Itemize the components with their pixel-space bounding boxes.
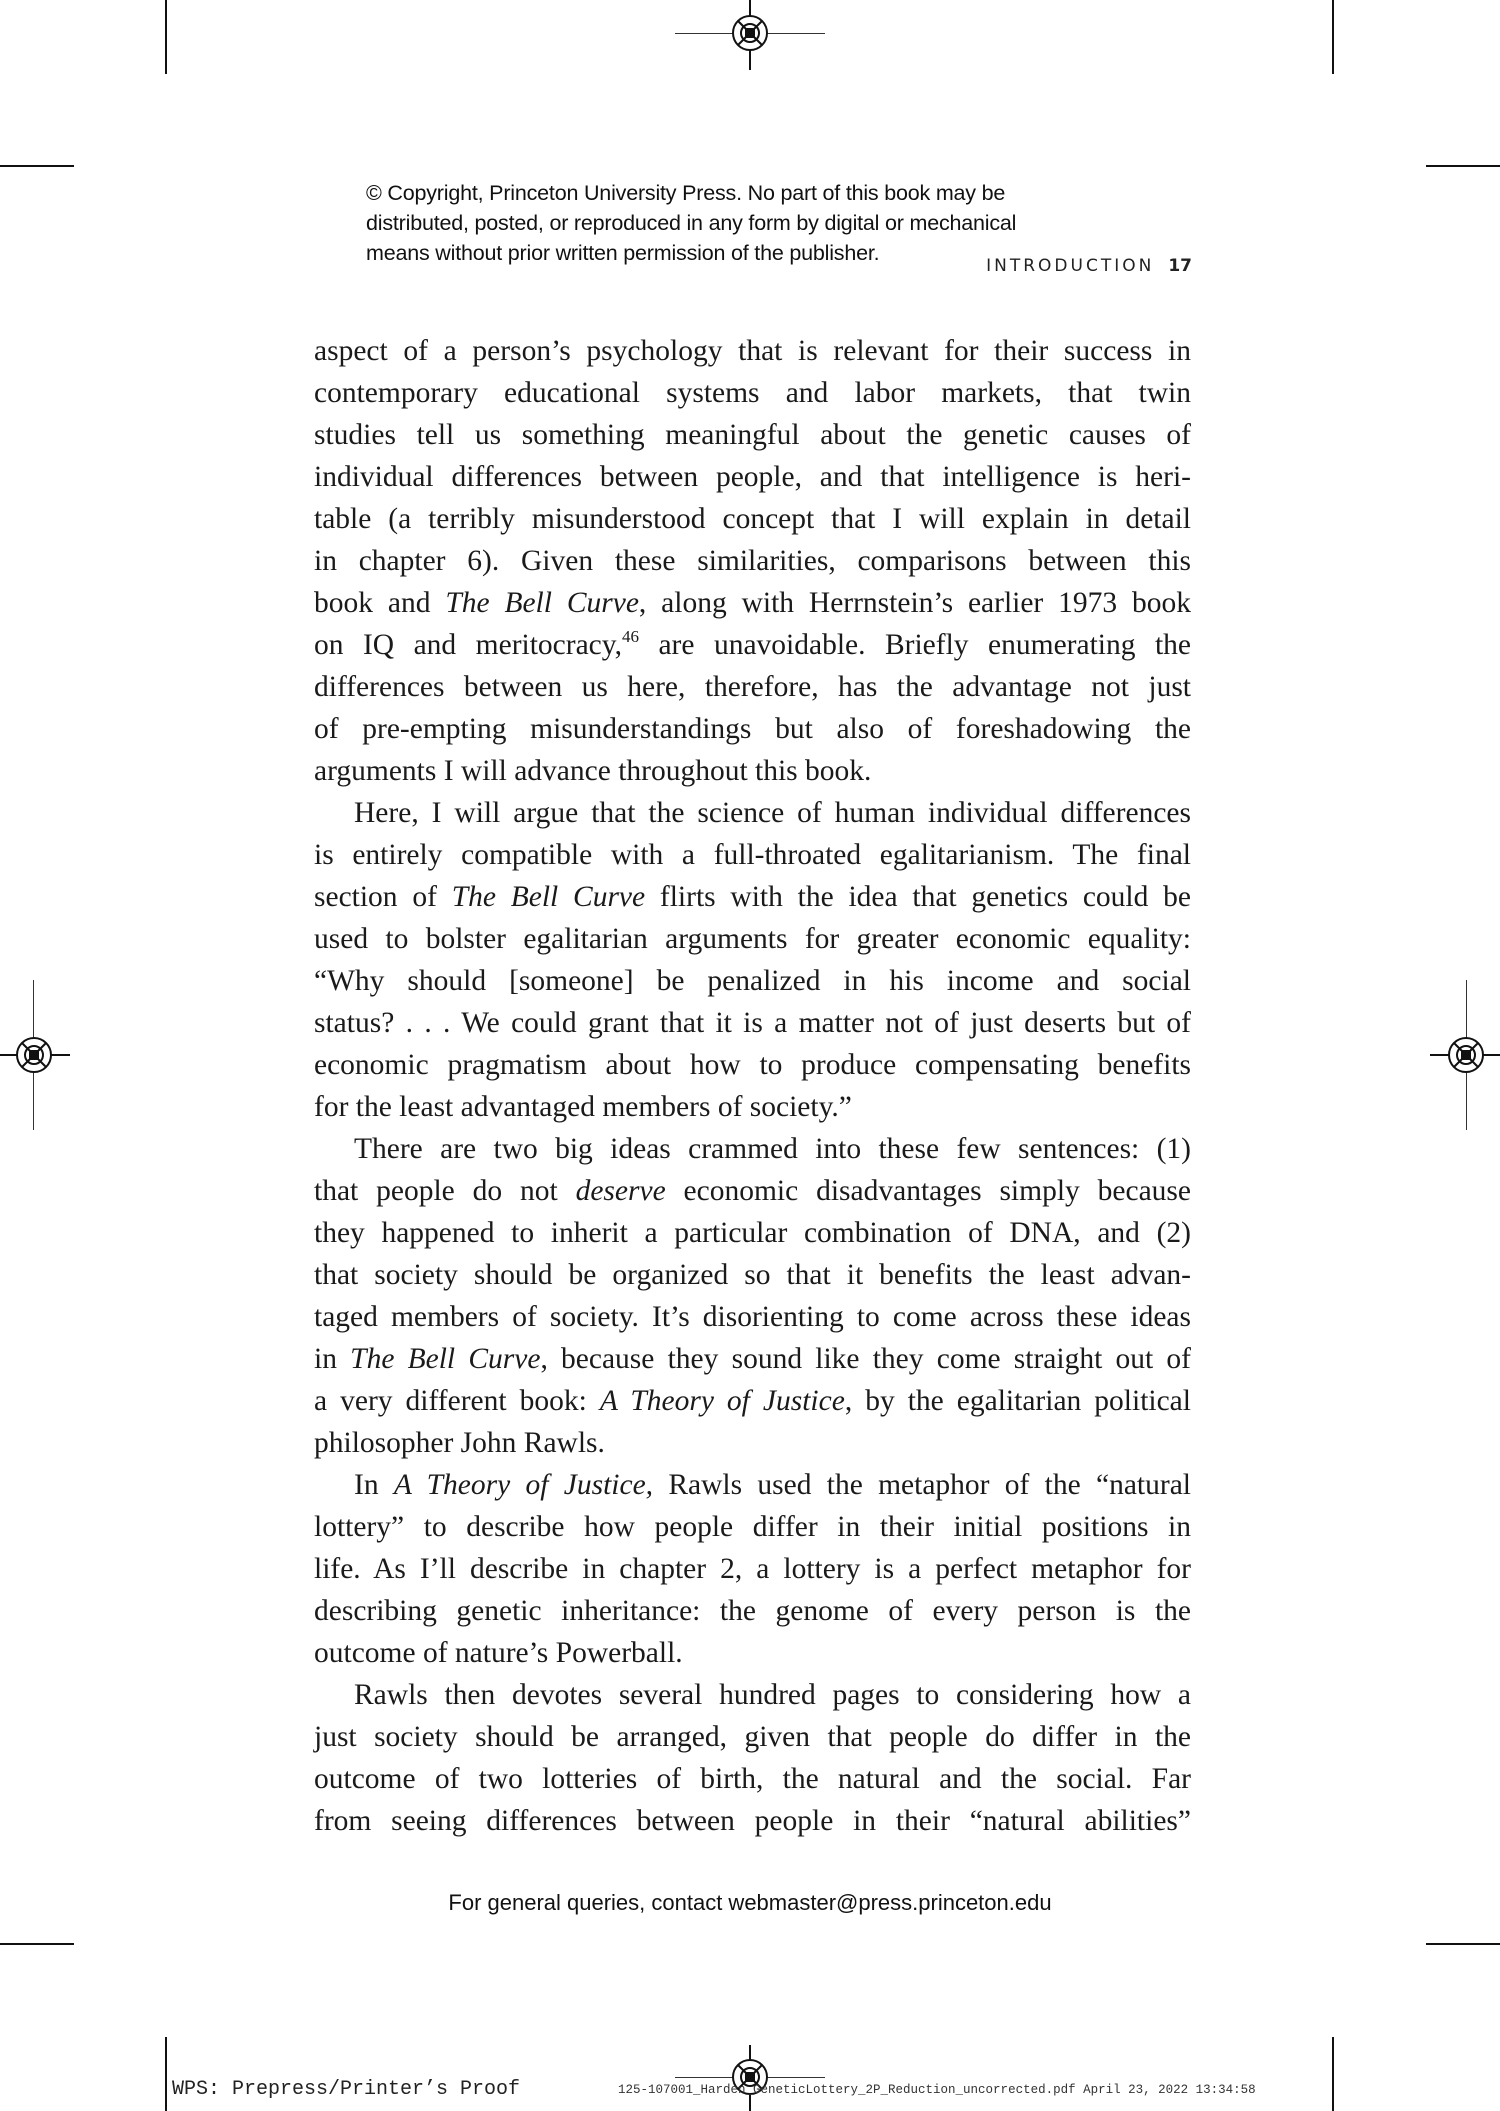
text-line: is entirely compatible with a full-throated egalitarianism. The final [314,839,1191,871]
text-line: differences between us here, therefore, has the advantage not just [314,671,1191,703]
crop-mark-top-right-horizontal [1426,165,1500,167]
text-line [314,582,1191,624]
text-line: Here, I will argue that the science of human individual differences [354,797,1191,829]
text-line: that society should be organized so that it benefits the least advan- [314,1259,1191,1291]
paragraph [314,330,1191,792]
crop-mark-top-left-vertical [165,0,167,74]
text-segment: in [314,1343,351,1375]
text-segment: flirts with the idea that genetics could be [645,881,1191,913]
text-line: status? . . . We could grant that it is a matter not of just deserts but of [314,1007,1191,1039]
crop-mark-bottom-left-vertical [165,2037,167,2111]
text-segment: are unavoidable. Briefly enumerating the [638,629,1191,661]
running-head [986,256,1192,276]
text-line: outcome of two lotteries of birth, the natural and the social. Far [314,1763,1191,1795]
text-line: from seeing differences between people in their “natural abilities” [314,1805,1191,1837]
paragraph [314,1674,1191,1842]
text-line: There are two big ideas crammed into these few sentences: (1) [354,1133,1191,1165]
text-line: taged members of society. It’s disorienting to come across these ideas [314,1301,1191,1333]
crop-mark-top-right-vertical [1332,0,1334,74]
page-number: 17 [1168,256,1192,276]
text-segment: economic disadvantages simply because [665,1175,1191,1207]
crop-mark-bottom-right-horizontal [1426,1943,1500,1945]
crosshair-target-icon [1446,1035,1486,1075]
text-line [314,1338,1191,1380]
contact-notice: For general queries, contact webmaster@press.princeton.edu [448,1890,1052,1915]
copyright-line: © Copyright, Princeton University Press. No part of this book may be [366,181,1006,205]
text-line: for the least advantaged members of society.” [314,1091,852,1123]
paragraph [314,1128,1191,1464]
text-line: lottery” to describe how people differ in their initial positions in [314,1511,1191,1543]
footnote-reference[interactable]: 46 [621,627,639,646]
copyright-line: distributed, posted, or reproduced in any form by digital or mechanical [366,211,1017,235]
text-segment: a very different book: [314,1385,600,1417]
text-line [314,624,1191,666]
body-text [314,330,1191,1842]
paragraph [314,1464,1191,1674]
text-segment: book and [314,587,446,619]
crop-mark-top-left-horizontal [0,165,74,167]
text-line: in chapter 6). Given these similarities, comparisons between this [314,545,1191,577]
book-title: The Bell Curve [451,881,646,913]
text-segment: , by the egalitarian political [844,1385,1191,1417]
proof-file-info: 125-107001_Harden_GeneticLottery_2P_Reduction_uncorrected.pdf April 23, 2022 13:34:58 [618,2083,1256,2097]
book-title: The Bell Curve [350,1343,541,1375]
copyright-line: means without prior written permission of the publisher. [366,241,880,265]
text-line: Rawls then devotes several hundred pages to considering how a [354,1679,1191,1711]
text-line: they happened to inherit a particular combination of DNA, and (2) [314,1217,1191,1249]
text-line [314,1464,1191,1506]
running-head-title: INTRODUCTION [986,256,1155,276]
crop-mark-bottom-left-horizontal [0,1943,74,1945]
text-line: “Why should [someone] be penalized in his income and social [314,965,1191,997]
crop-mark-bottom-right-vertical [1332,2037,1334,2111]
emphasis: deserve [575,1175,666,1207]
text-line [314,1380,1191,1422]
text-line: aspect of a person’s psychology that is relevant for their success in [314,335,1191,367]
text-line: table (a terribly misunderstood concept that I will explain in detail [314,503,1191,535]
text-line: life. As I’ll describe in chapter 2, a lottery is a perfect metaphor for [314,1553,1191,1585]
text-segment: on IQ and meritocracy, [314,629,622,661]
text-segment: , along with Herrnstein’s earlier 1973 book [638,587,1191,619]
text-segment: In [354,1469,394,1501]
text-line: economic pragmatism about how to produce compensating benefits [314,1049,1191,1081]
text-line: individual differences between people, and that intelligence is heri- [314,461,1191,493]
text-line: studies tell us something meaningful about the genetic causes of [314,419,1191,451]
text-line: just society should be arranged, given that people do differ in the [314,1721,1191,1753]
text-line: arguments I will advance throughout this book. [314,755,872,787]
text-line [314,876,1191,918]
crosshair-target-icon [730,13,770,53]
text-line: used to bolster egalitarian arguments for greater economic equality: [314,923,1191,955]
book-title: A Theory of Justice [599,1385,845,1417]
text-line: of pre-empting misunderstandings but also of foreshadowing the [314,713,1191,745]
text-segment: Rawls used the metaphor of the “natural [653,1469,1191,1501]
copyright-notice [366,178,1166,268]
paragraph [314,792,1191,1128]
text-segment: section of [314,881,452,913]
proof-slug-label: WPS: Prepress/Printer’s Proof [172,2078,521,2101]
crosshair-target-icon [14,1035,54,1075]
book-title: The Bell Curve [445,587,639,619]
text-line: contemporary educational systems and labor markets, that twin [314,377,1191,409]
text-line: describing genetic inheritance: the genome of every person is the [314,1595,1191,1627]
text-segment: that people do not [314,1175,576,1207]
text-segment: , because they sound like they come straight out of [540,1343,1191,1375]
text-line [314,1170,1191,1212]
text-line: philosopher John Rawls. [314,1427,605,1459]
text-line: outcome of nature’s Powerball. [314,1637,683,1669]
book-title: A Theory of Justice, [393,1469,654,1501]
